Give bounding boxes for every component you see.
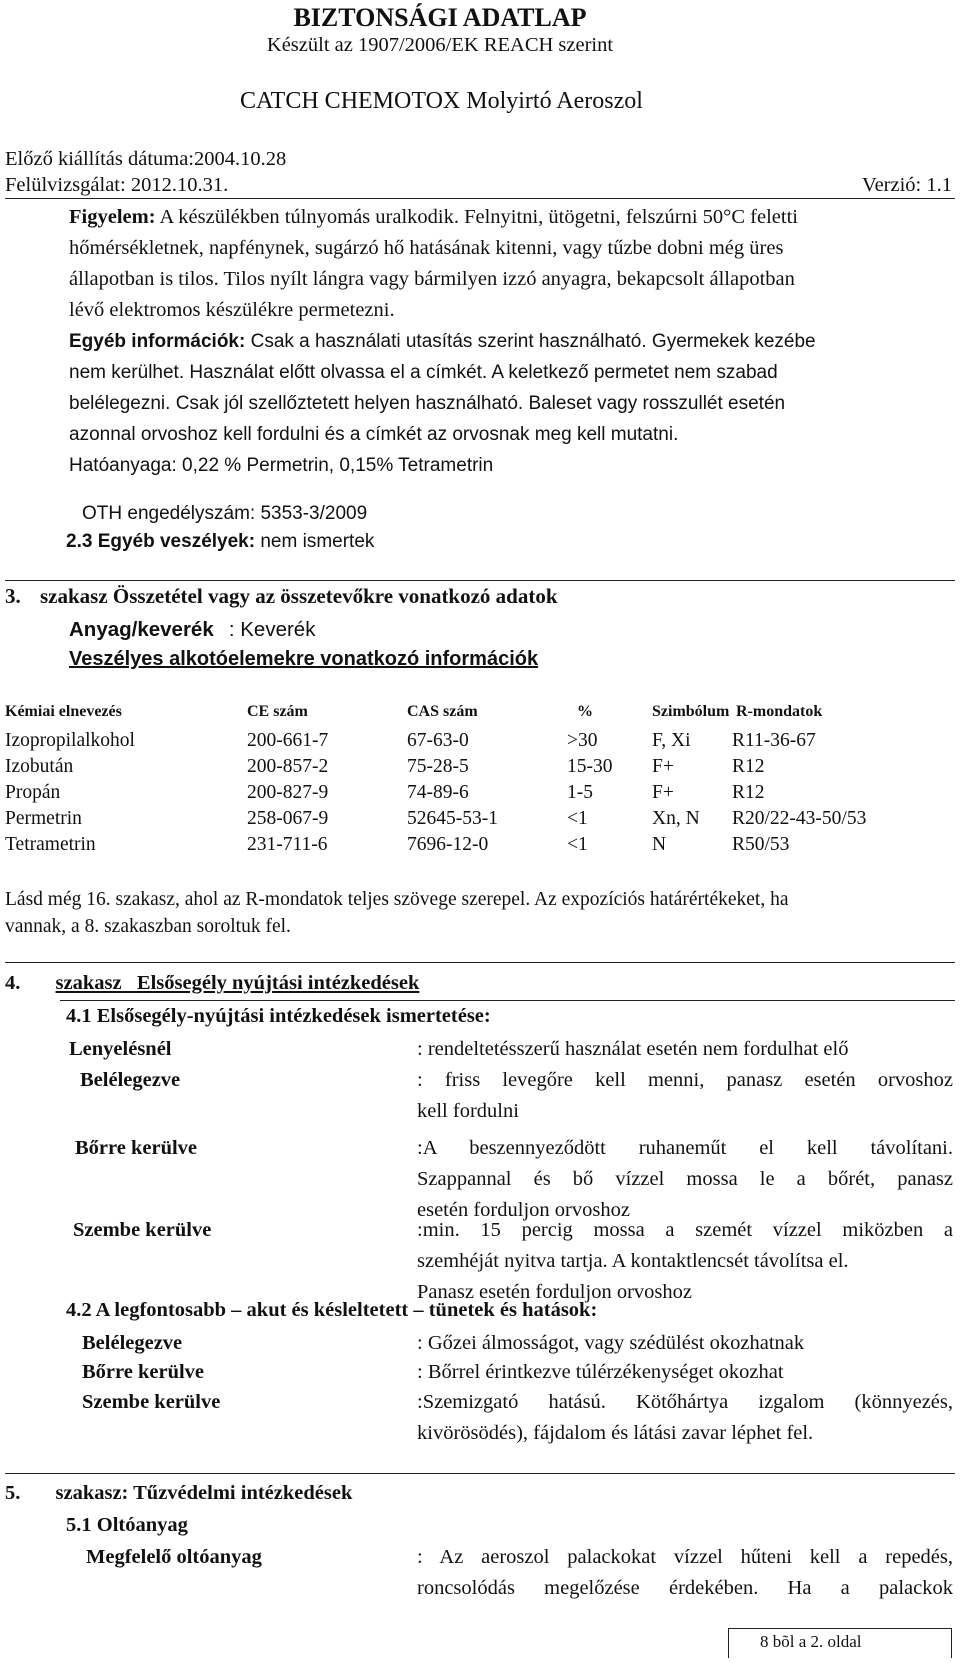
page-number: 8 bõl a 2. oldal [760, 1632, 862, 1651]
other-info-line: belélegezni. Csak jól szellőztetett helyen használható. Baleset vagy rosszullét esetén [69, 393, 786, 414]
section4-heading [5, 972, 419, 995]
first-aid-text-inhalation [417, 1065, 953, 1127]
other-info-line: Hatóanyaga: 0,22 % Permetrin, 0,15% Tetrametrin [69, 455, 494, 476]
first-aid-line: :min. 15 percig mossa a szemét vízzel miközben a [417, 1219, 953, 1241]
section-divider [5, 962, 955, 963]
table-cell: 7696-12-0 [407, 834, 489, 855]
section-divider [5, 1473, 955, 1474]
table-header-row [5, 703, 952, 730]
section5-heading [5, 1482, 352, 1505]
previous-issue-date: Előző kiállítás dátuma:2004.10.28 [5, 148, 287, 170]
composition-table [5, 703, 952, 860]
table-row [5, 834, 952, 860]
document-subtitle: Készült az 1907/2006/EK REACH szerint [266, 34, 614, 56]
table-cell: Izobután [5, 756, 74, 777]
first-aid-line: Szappannal és bő vízzel mossa le a bőrét, panasz [417, 1168, 953, 1190]
table-row [5, 808, 952, 834]
extinguishing-media-text [417, 1542, 953, 1604]
symptom-line: : Bőrrel érintkezve túlérzékenységet okozhat [417, 1361, 784, 1383]
table-cell: F+ [652, 782, 674, 803]
symptom-text-eye [417, 1387, 953, 1449]
warning-label: Figyelem: [69, 206, 156, 228]
symptom-line: kivörösödés), fájdalom és látási zavar léphet fel. [417, 1422, 814, 1444]
table-cell: 52645-53-1 [407, 808, 498, 829]
table-cell: F+ [652, 756, 674, 777]
first-aid-text-eye [417, 1215, 953, 1308]
table-cell: N [652, 834, 667, 855]
warning-line: A készülékben túlnyomás uralkodik. Felnyitni, ütögetni, felszúrni 50°C feletti [155, 206, 798, 228]
table-cell: 15-30 [567, 756, 613, 777]
first-aid-line: kell fordulni [417, 1100, 519, 1122]
first-aid-label-skin: Bőrre kerülve [75, 1137, 198, 1159]
section-divider [5, 580, 955, 581]
table-cell: 200-827-9 [247, 782, 329, 803]
table-cell: 231-711-6 [247, 834, 328, 855]
other-hazards-label: 2.3 Egyéb veszélyek: [66, 531, 256, 552]
table-cell: Propán [5, 782, 61, 803]
section5-title: szakasz: Tűzvédelmi intézkedések [55, 1482, 353, 1504]
table-cell: <1 [567, 808, 588, 829]
first-aid-text-ingestion [417, 1034, 953, 1065]
other-info-line: nem kerülhet. Használat előtt olvassa el a címkét. A keletkező permetet nem szabad [69, 362, 778, 383]
other-hazards [66, 531, 374, 553]
warning-line: állapotban is tilos. Tilos nyílt lángra vagy bármilyen izzó anyagra, bekapcsolt állapotban [69, 268, 795, 290]
table-cell: Permetrin [5, 808, 82, 829]
symptom-line: : Gőzei álmosságot, vagy szédülést okozhatnak [417, 1332, 805, 1354]
extinguishing-media-label: Megfelelő oltóanyag [86, 1546, 262, 1568]
other-hazards-value: nem ismertek [255, 531, 375, 552]
first-aid-label-inhalation: Belélegezve [80, 1069, 181, 1091]
document-title: BIZTONSÁGI ADATLAP [293, 3, 587, 32]
revision-date: Felülvizsgálat: 2012.10.31. [5, 174, 229, 196]
warning-line: lévő elektromos készülékre permetezni. [69, 299, 395, 321]
column-header: CAS szám [407, 703, 478, 720]
table-cell: Tetrametrin [5, 834, 96, 855]
section3-heading [5, 584, 558, 609]
product-name: CATCH CHEMOTOX Molyirtó Aeroszol [240, 88, 643, 114]
section3-number: 3. [5, 584, 21, 608]
section3-title: szakasz Összetétel vagy az összetevőkre vonatkozó adatok [40, 584, 558, 608]
column-header: Kémiai elnevezés [5, 703, 122, 720]
first-aid-line: Panasz esetén forduljon orvoshoz [417, 1281, 692, 1303]
table-row [5, 782, 952, 808]
first-aid-line: : friss levegőre kell menni, panasz esetén orvoshoz [417, 1069, 953, 1091]
table-cell: 1-5 [567, 782, 593, 803]
hazardous-components-heading: Veszélyes alkotóelemekre vonatkozó információk [69, 648, 539, 670]
substance-label: Anyag/keverék [69, 618, 214, 641]
other-info-line: Csak a használati utasítás szerint használható. Gyermekek kezébe [245, 331, 816, 352]
table-cell: F, Xi [652, 730, 691, 751]
table-cell: R11-36-67 [732, 730, 816, 751]
table-cell: 74-89-6 [407, 782, 469, 803]
table-cell: 200-857-2 [247, 756, 329, 777]
other-info-label: Egyéb információk: [69, 331, 246, 352]
section-divider [60, 1000, 955, 1001]
section4-number: 4. [5, 972, 21, 994]
header-divider [5, 198, 955, 199]
column-header: Szimbólum [652, 703, 730, 720]
version: Verzió: 1.1 [862, 174, 952, 196]
first-aid-label-ingestion: Lenyelésnél [69, 1038, 172, 1060]
first-aid-line: : rendeltetésszerű használat esetén nem fordulhat elő [417, 1038, 849, 1060]
column-header: % [577, 703, 593, 720]
section5-1-heading: 5.1 Oltóanyag [66, 1514, 188, 1536]
table-cell: R20/22-43-50/53 [732, 808, 867, 829]
table-cell: <1 [567, 834, 588, 855]
table-row [5, 756, 952, 782]
other-info-paragraph [69, 326, 954, 481]
first-aid-text-skin [417, 1133, 953, 1226]
symptom-line: :Szemizgató hatású. Kötőhártya izgalom (könnyezés, [417, 1391, 953, 1413]
other-info-line: azonnal orvoshoz kell fordulni és a címkét az orvosnak meg kell mutatni. [69, 424, 679, 445]
section3-note [5, 886, 788, 940]
section4-1-heading: 4.1 Elsősegély-nyújtási intézkedések ismertetése: [66, 1005, 491, 1027]
substance-row [69, 618, 315, 642]
first-aid-line: :A beszennyeződött ruhaneműt el kell távolítani. [417, 1137, 953, 1159]
table-cell: Xn, N [652, 808, 700, 829]
column-header: CE szám [247, 703, 308, 720]
extinguishing-line: roncsolódás megelőzése érdekében. Ha a palackok [417, 1577, 953, 1599]
table-cell: >30 [567, 730, 598, 751]
table-cell: R12 [732, 782, 765, 803]
table-cell: 67-63-0 [407, 730, 469, 751]
symptom-text-inhalation [417, 1328, 953, 1359]
table-cell: 258-067-9 [247, 808, 329, 829]
symptom-label-inhalation: Belélegezve [82, 1332, 183, 1354]
first-aid-label-eye: Szembe kerülve [73, 1219, 212, 1241]
column-header: R-mondatok [736, 703, 823, 720]
table-cell: Izopropilalkohol [5, 730, 135, 751]
symptom-label-skin: Bőrre kerülve [82, 1361, 205, 1383]
section3-note-line: vannak, a 8. szakaszban soroltuk fel. [5, 916, 291, 937]
table-cell: R50/53 [732, 834, 790, 855]
section5-number: 5. [5, 1482, 21, 1504]
section4-title: szakasz Elsősegély nyújtási intézkedések [55, 972, 420, 994]
symptom-text-skin [417, 1357, 953, 1388]
warning-line: hőmérsékletnek, napfénynek, sugárzó hő hatásának kitenni, vagy tűzbe dobni még üres [69, 237, 784, 259]
warning-paragraph [69, 202, 954, 326]
extinguishing-line: : Az aeroszol palackokat vízzel hűteni kell a repedés, [417, 1546, 953, 1568]
substance-value: : Keverék [228, 618, 316, 641]
first-aid-line: esetén forduljon orvoshoz [417, 1199, 630, 1221]
table-cell: R12 [732, 756, 765, 777]
table-cell: 75-28-5 [407, 756, 469, 777]
first-aid-line: szemhéját nyitva tartja. A kontaktlencsét távolítsa el. [417, 1250, 849, 1272]
section3-note-line: Lásd még 16. szakasz, ahol az R-mondatok teljes szövege szerepel. Az expozíciós határértékeket, ha [5, 889, 789, 910]
oth-permit-number: OTH engedélyszám: 5353-3/2009 [82, 503, 368, 524]
table-row [5, 730, 952, 756]
symptom-label-eye: Szembe kerülve [82, 1391, 221, 1413]
table-cell: 200-661-7 [247, 730, 329, 751]
section4-2-heading: 4.2 A legfontosabb – akut és késleltetett – tünetek és hatások: [66, 1299, 598, 1321]
